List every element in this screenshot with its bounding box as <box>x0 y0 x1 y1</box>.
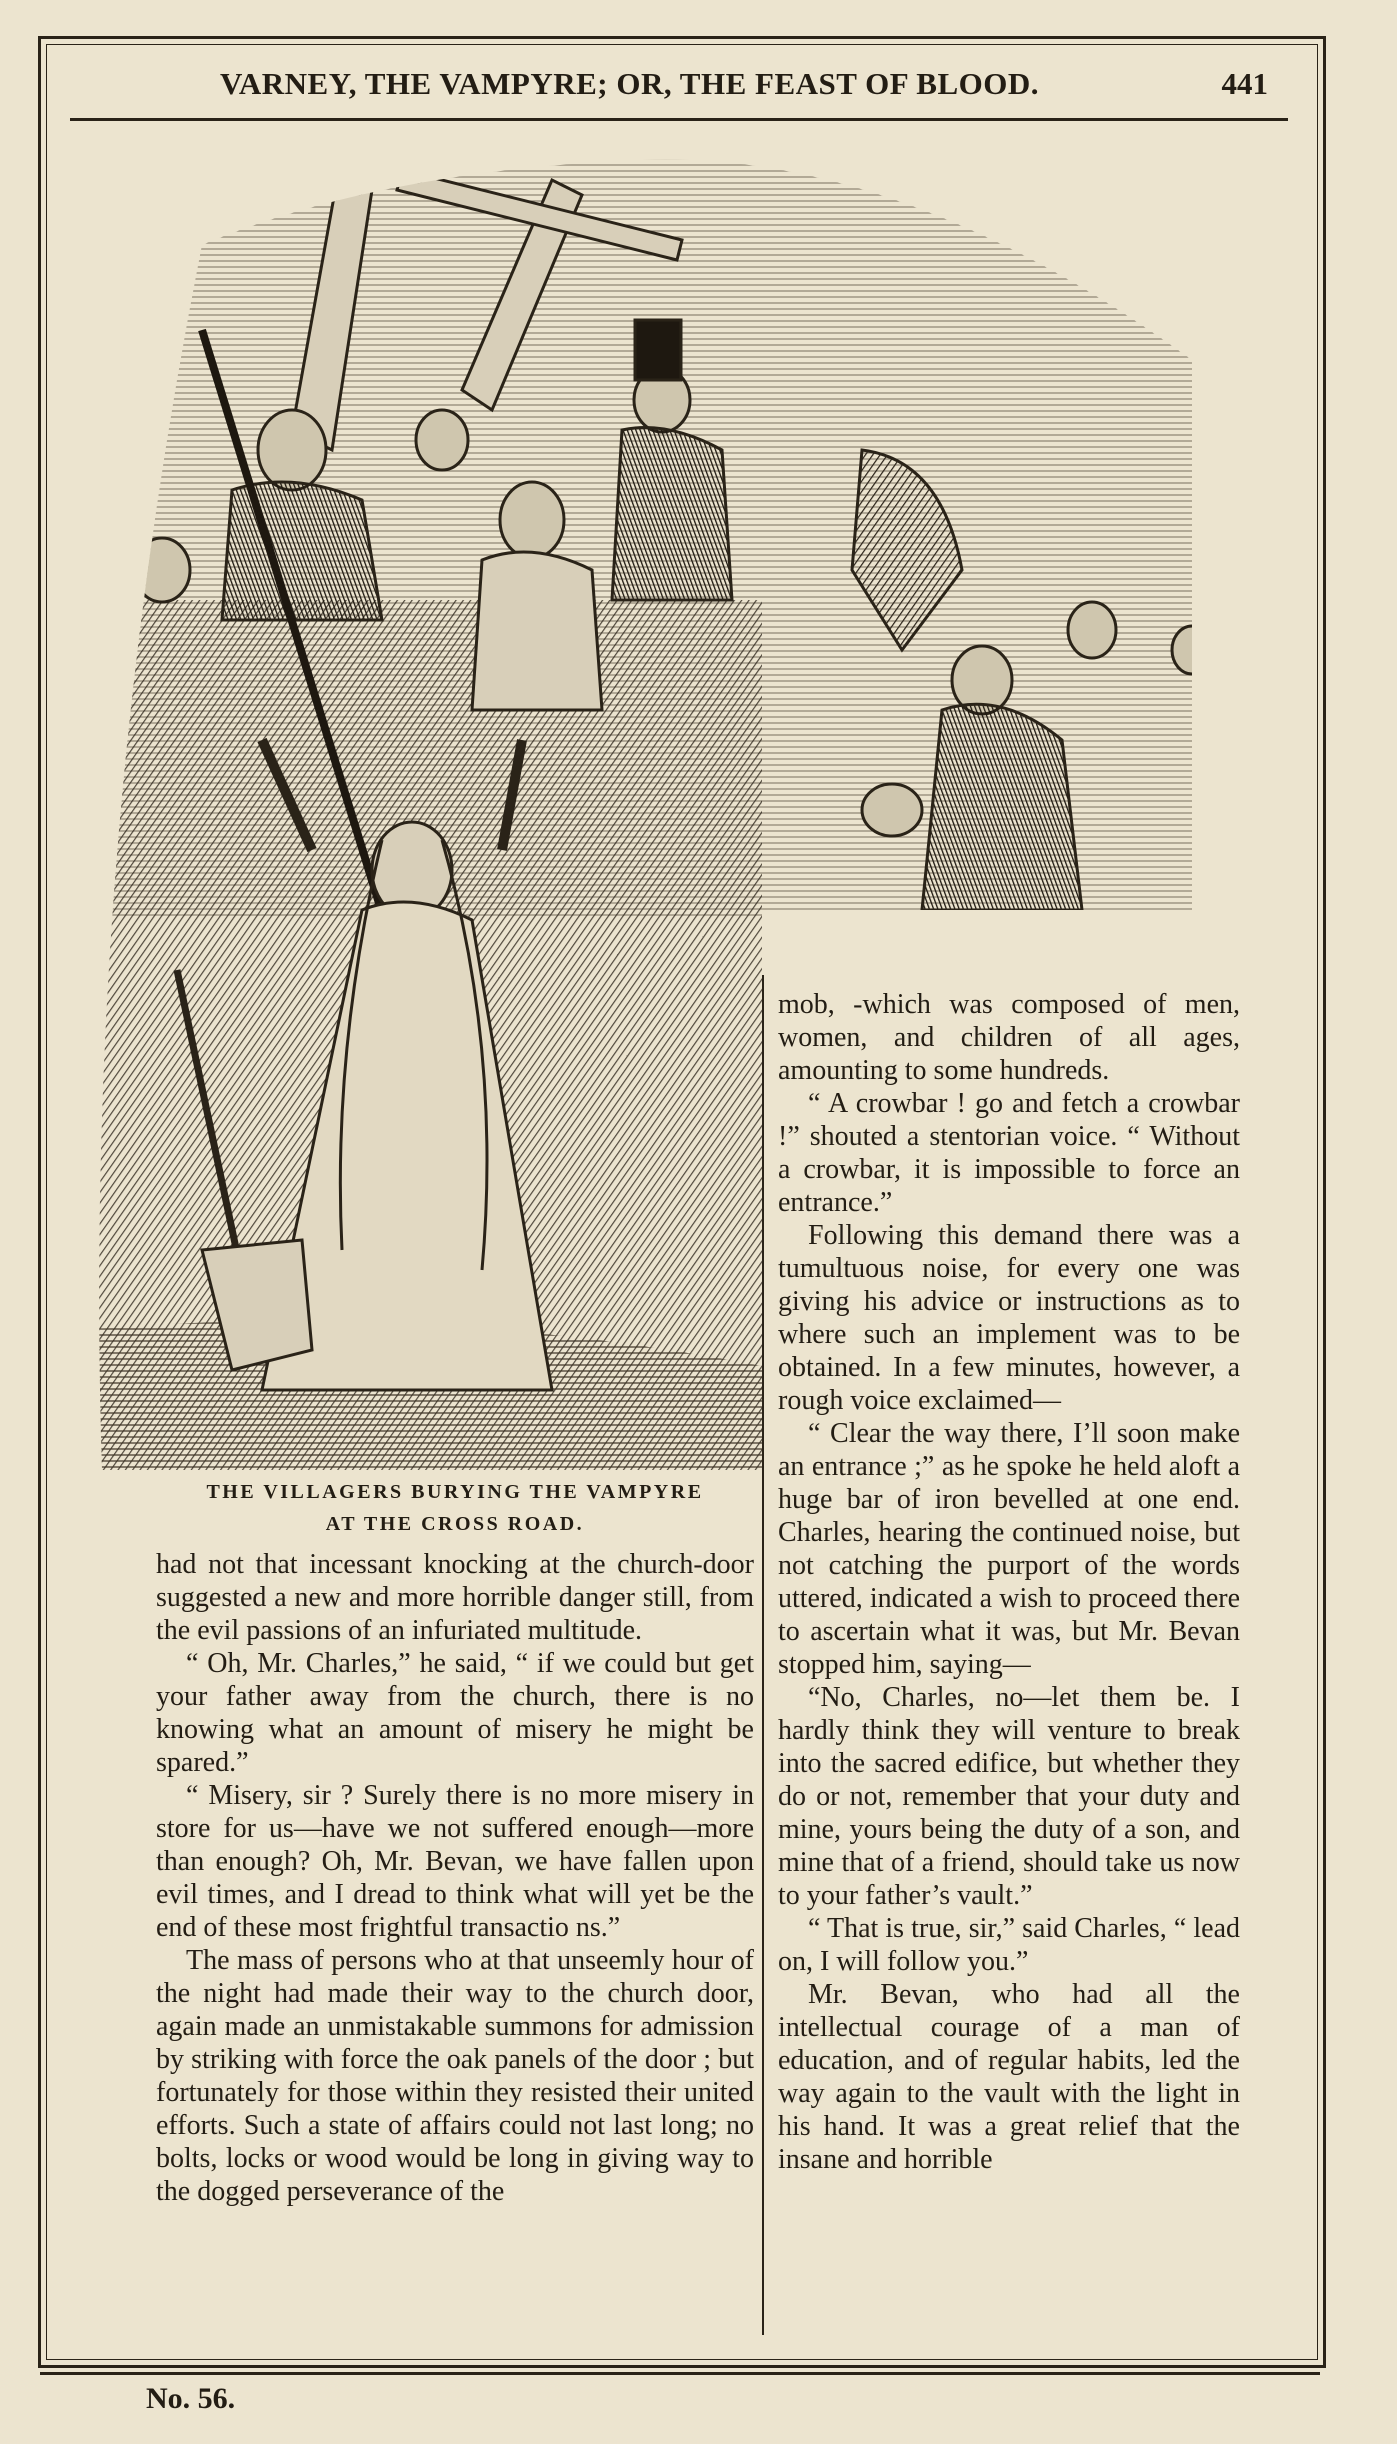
paragraph: “ Oh, Mr. Charles,” he said, “ if we could but get your father away from the church, there is no knowing what an amount of misery he might be spared.” <box>156 1648 754 1778</box>
paragraph: “ Misery, sir ? Surely there is no more misery in store for us—have we not suffered enough—more than enough? Oh, Mr. Bevan, we have fallen upon evil times, and I dread to think what will yet be the end of these most frightful transactio ns.” <box>156 1780 754 1943</box>
paragraph: “ A crowbar ! go and fetch a crowbar !” shouted a stentorian voice. “ Without a crowbar, it is impossible to force an entrance.” <box>778 1088 1240 1218</box>
paragraph: “ Clear the way there, I’ll soon make an entrance ;” as he spoke he held aloft a huge bar of iron bevelled at one end. Charles, hearing the continued noise, but not catching the purport of the words uttered, indicated a wish to proceed there to ascertain what it was, but Mr. Bevan stopped him, saying— <box>778 1418 1240 1680</box>
paragraph: Following this demand there was a tumultuous noise, for every one was giving his advice or instructions as to where such an implement was to be obtained. In a few minutes, however, a rough voice exclaimed— <box>778 1220 1240 1416</box>
running-header <box>70 58 1288 121</box>
page-number: 441 <box>1221 66 1268 101</box>
caption-line: THE VILLAGERS BURYING THE VAMPYRE <box>206 1481 704 1503</box>
left-column-text <box>156 1548 754 2208</box>
issue-number: No. 56. <box>146 2382 236 2415</box>
paragraph: “No, Charles, no—let them be. I hardly think they will venture to break into the sacred edifice, but whether they do or not, remember that your duty and mine, yours being the duty of a son, and mine that of a friend, should take us now to your father’s vault.” <box>778 1682 1240 1911</box>
paragraph: had not that incessant knocking at the church-door suggested a new and more horrible danger still, from the evil passions of an infuriated multitude. <box>156 1549 754 1646</box>
footer-rule <box>40 2372 1320 2375</box>
column-rule <box>762 975 764 2335</box>
paragraph: mob, -which was composed of men, women, and children of all ages, amounting to some hundreds. <box>778 989 1240 1086</box>
right-column-text <box>778 988 1240 2176</box>
header-title: VARNEY, THE VAMPYRE; OR, THE FEAST OF BLOOD. <box>220 66 1039 101</box>
paragraph: The mass of persons who at that unseemly hour of the night had made their way to the church door, again made an unmistakable summons for admission by striking with force the oak panels of the door ; but fortunately for those within they resisted their united efforts. Such a state of affairs could not last long; no bolts, locks or wood would be long in giving way to the dogged perseverance of the <box>156 1945 754 2207</box>
paragraph: “ That is true, sir,” said Charles, “ lead on, I will follow you.” <box>778 1913 1240 1977</box>
paragraph: Mr. Bevan, who had all the intellectual courage of a man of education, and of regular habits, led the way again to the vault with the light in his hand. It was a great relief that the insane and horrible <box>778 1979 1240 2175</box>
caption-line: AT THE CROSS ROAD. <box>325 1513 585 1535</box>
illustration-caption <box>140 1476 770 1540</box>
